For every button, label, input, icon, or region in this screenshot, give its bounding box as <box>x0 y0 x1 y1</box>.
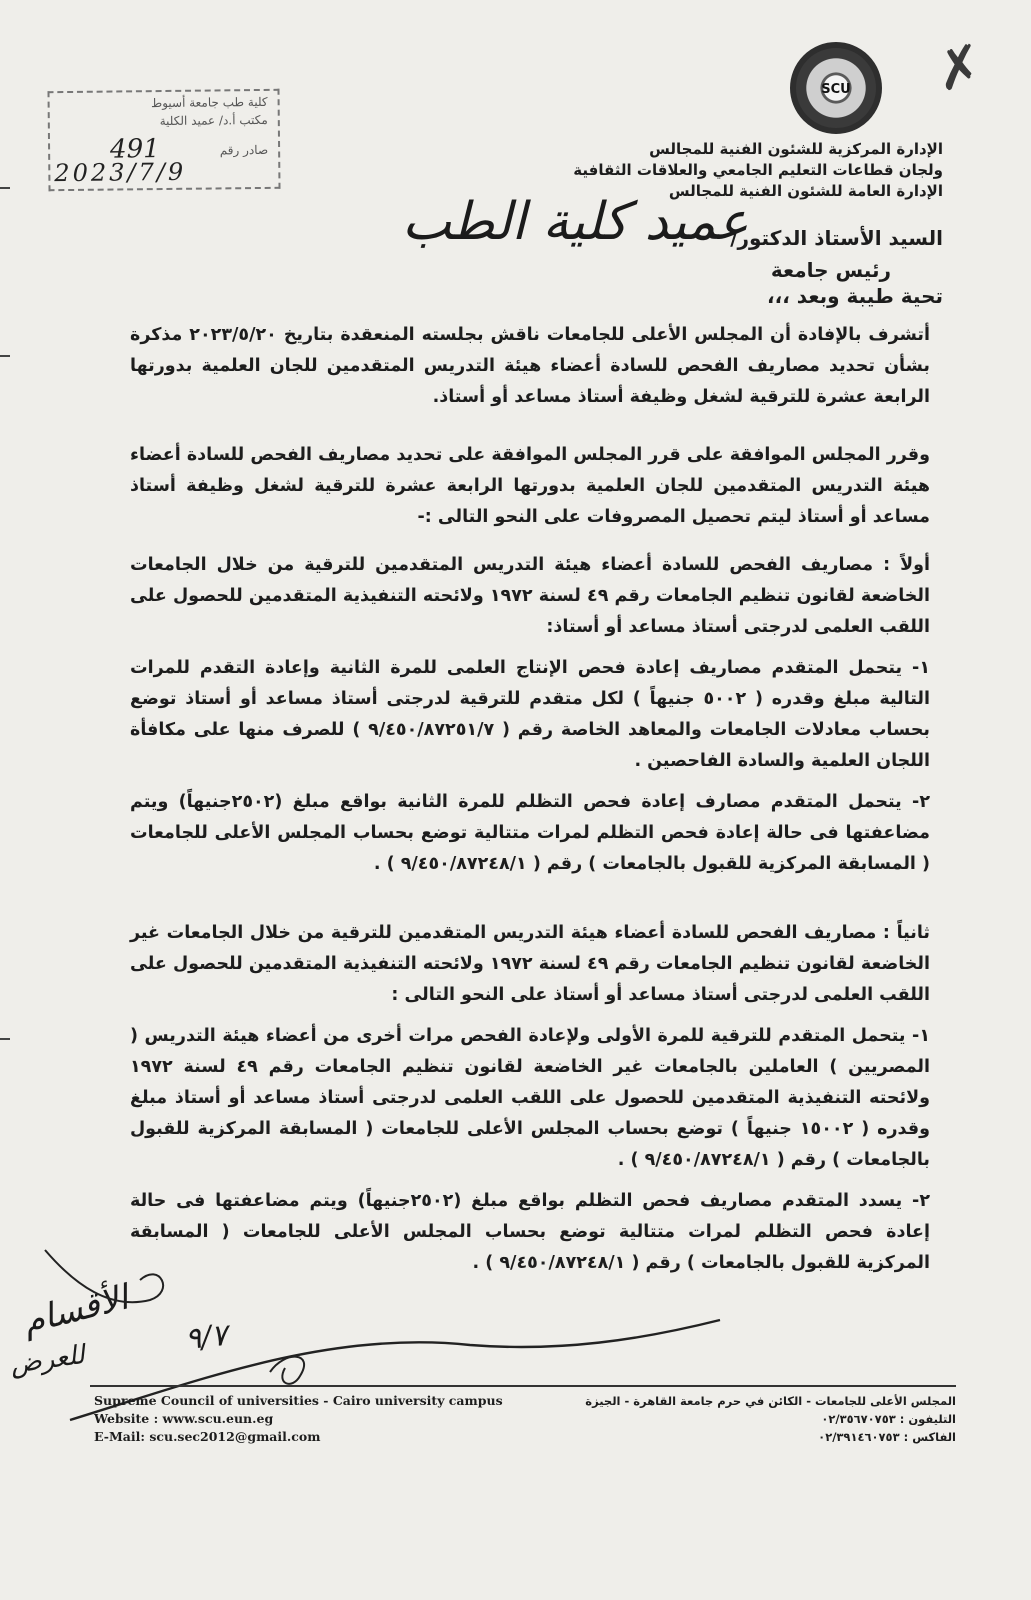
footer-email: E-Mail: scu.sec2012@gmail.com <box>94 1429 321 1444</box>
scu-seal-logo <box>790 42 882 134</box>
footer-arabic <box>585 1392 956 1446</box>
stamp-number: 491 <box>109 134 160 165</box>
stamp-line: مكتب أ.د/ عميد الكلية <box>159 112 268 129</box>
section-second <box>130 918 930 1285</box>
decision-paragraph <box>130 440 930 533</box>
footer-phone: التليفون : ٠٢/٣٥٦٧٠٧٥٣ <box>821 1412 956 1426</box>
first-heading: أولاً : مصاريف الفحص للسادة أعضاء هيئة التدريس المتقدمين للترقية من خلال الجامعات الخاضعة لقانون تنظيم الجامعات رقم ٤٩ لسنة ١٩٧٢ ولائحته التنفيذية المتقدمين للحصول على اللقب العلمى لدرجتى أستاذ مساعد أو أستاذ: <box>130 555 930 637</box>
scan-edge-mark <box>0 1038 10 1040</box>
decision-text: وقرر المجلس الموافقة على قرر المجلس الموافقة على تحديد مصاريف الفحص للسادة أعضاء هيئة التدريس المتقدمين للجان العلمية بدورتها الرابعة عشرة للترقية لشغل وظيفة أستاذ مساعد أو أستاذ ليتم تحصيل المصروفات على النحو التالى :- <box>130 445 930 527</box>
intro-text: أتشرف بالإفادة أن المجلس الأعلى للجامعات ناقش بجلسته المنعقدة بتاريخ ٢٠٢٣/٥/٢٠ مذكرة بشأن تحديد مصاريف الفحص للسادة أعضاء هيئة التدريس المتقدمين للجان العلمية بدورتها الرابعة عشرة للترقية لشغل وظيفة أستاذ مساعد أو أستاذ. <box>130 325 930 407</box>
header-line-1: الإدارة المركزية للشئون الفنية للمجالس <box>649 140 943 158</box>
second-heading: ثانياً : مصاريف الفحص للسادة أعضاء هيئة التدريس المتقدمين للترقية من خلال الجامعات غير الخاضعة لقانون تنظيم الجامعات رقم ٤٩ لسنة ١٩٧٢ ولائحته التنفيذية المتقدمين للحصول على اللقب العلمى لدرجتى أستاذ مساعد أو أستاذ على النحو التالى : <box>130 923 930 1005</box>
first-item-2: ٢- يتحمل المتقدم مصارف إعادة فحص التظلم للمرة الثانية بواقع مبلغ (٢٥٠٢جنيهاً) ويتم مضاعفتها فى حالة إعادة فحص التظلم لمرات متتالية توضع بحساب المجلس الأعلى للجامعات ( المسابقة المركزية للقبول بالجامعات ) رقم ( ٩/٤٥٠/٨٧٢٤٨/١ ) . <box>130 792 930 874</box>
stamp-date: 2023/7/9 <box>54 157 187 188</box>
header-line-3: الإدارة العامة للشئون الفنية للمجالس <box>668 182 943 200</box>
scan-edge-mark <box>0 355 10 357</box>
stamp-line: كلية طب جامعة أسيوط <box>150 94 268 111</box>
intro-paragraph <box>130 320 930 413</box>
seal-text: SCU <box>821 82 851 97</box>
handwritten-margin-note: الأقسام <box>18 1277 133 1343</box>
first-item-1: ١- يتحمل المتقدم مصاريف إعادة فحص الإنتاج العلمى للمرة الثانية وإعادة التقدم للمرات التالية مبلغ وقدره ( ٥٠٠٢ جنيهاً ) لكل متقدم للترقية لدرجتى أستاذ مساعد أو أستاذ توضع بحساب معادلات الجامعات والمعاهد الخاصة رقم ( ٩/٤٥٠/٨٧٢٥١/٧ ) للصرف منها على مكافأة اللجان العلمية والسادة الفاحصين . <box>130 658 930 771</box>
footer-website: Website : www.scu.eun.eg <box>94 1411 274 1426</box>
handwritten-date: ٩/٧ <box>183 1317 230 1358</box>
handwritten-recipient: عميد كلية الطب <box>402 192 749 252</box>
footer-divider <box>90 1385 956 1387</box>
recipient-title: السيد الأستاذ الدكتور/ <box>730 226 943 250</box>
incoming-stamp <box>47 89 280 191</box>
cross-mark-icon: ✗ <box>929 31 990 106</box>
handwritten-margin-note-2: للعرض <box>8 1339 87 1381</box>
footer-en-line: Supreme Council of universities - Cairo university campus <box>94 1393 503 1408</box>
footer-ar-line: المجلس الأعلى للجامعات - الكائن في حرم جامعة القاهرة - الجيزة <box>585 1394 956 1408</box>
greeting: تحية طيبة وبعد ،،، <box>767 284 943 308</box>
recipient-president: رئيس جامعة <box>770 258 891 282</box>
footer-fax: الفاكس : ٠٢/٣٩١٤٦٠٧٥٣ <box>818 1430 956 1444</box>
footer-english <box>94 1392 503 1446</box>
scan-edge-mark <box>0 187 10 189</box>
header-line-2: ولجان قطاعات التعليم الجامعي والعلاقات الثقافية <box>573 161 943 179</box>
second-item-2: ٢- يسدد المتقدم مصاريف فحص التظلم بواقع مبلغ (٢٥٠٢جنيهاً) ويتم مضاعفتها فى حالة إعادة فحص التظلم لمرات متتالية توضع بحساب المجلس الأعلى للجامعات ( المسابقة المركزية للقبول بالجامعات ) رقم ( ٩/٤٥٠/٨٧٢٤٨/١ ) . <box>130 1191 930 1273</box>
stamp-line: صادر رقم <box>219 142 269 158</box>
second-item-1: ١- يتحمل المتقدم للترقية للمرة الأولى ولإعادة الفحص مرات أخرى من أعضاء هيئة التدريس ( المصريين ) العاملين بالجامعات غير الخاضعة لقانون تنظيم الجامعات رقم ٤٩ لسنة ١٩٧٢ ولائحته التنفيذية المتقدمين للحصول على اللقب العلمى لدرجتى أستاذ مساعد أو أستاذ مبلغ وقدره ( ١٥٠٠٢ جنيهاً ) توضع بحساب المجلس الأعلى للجامعات ( المسابقة المركزية للقبول بالجامعات ) رقم ( ٩/٤٥٠/٨٧٢٤٨/١ ) . <box>130 1026 930 1170</box>
section-first <box>130 550 930 886</box>
